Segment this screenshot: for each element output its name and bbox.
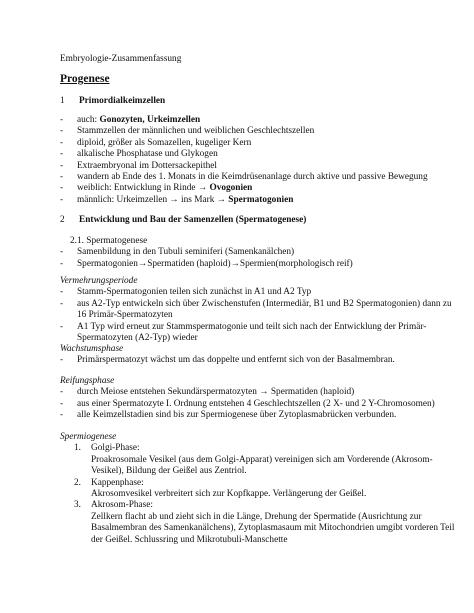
- stage-item: [74, 500, 460, 546]
- stage-item: [74, 478, 460, 501]
- list-item: - männlich: Urkeimzellen → ins Mark → Spermatogonien: [60, 195, 460, 206]
- list-item: - weiblich: Entwicklung in Rinde → Ovogonien: [60, 183, 460, 194]
- list-item: - A1 Typ wird erneut zur Stammspermatogonie und teilt sich nach der Entwicklung der Primär-Spermatozyten (A2-Typ) wieder: [60, 322, 460, 345]
- stage-description: Proakrosomale Vesikel (aus dem Golgi-Apparat) vereinigen sich am Vorderende (Akrosom-Vesikel), Bildung der Geißel aus Zentriol.: [91, 454, 433, 477]
- spermiogenese-list: [60, 443, 460, 546]
- primordial-list: [60, 115, 460, 206]
- stage-description: Akrosomvesikel verbreitert sich zur Kopfkappe. Verlängerung der Geißel.: [91, 489, 367, 500]
- list-item: - durch Meiose entstehen Sekundärspermatozyten → Spermatiden (haploid): [60, 387, 460, 398]
- subsection-title: 2.1. Spermatogenese: [70, 236, 148, 246]
- heading-number: 1: [60, 96, 65, 106]
- heading-text: Primordialkeimzellen: [79, 96, 166, 106]
- reifungsphase-list: [60, 387, 460, 421]
- list-item: - Stammzellen der männlichen und weiblichen Geschlechtszellen: [60, 126, 460, 137]
- document-title: Embryologie-Zusammenfassung: [60, 54, 182, 64]
- vermehrungsperiode-block: [60, 276, 460, 344]
- list-item: - alkalische Phosphatase und Glykogen: [60, 149, 460, 160]
- spermiogenese-block: [60, 432, 460, 546]
- wachstumsphase-list: [60, 355, 460, 366]
- list-item: - wandern ab Ende des 1. Monats in die Keimdrüsenanlage durch aktive und passive Bewegung: [60, 172, 460, 183]
- list-item: - aus einer Spermatozyte I. Ordnung entstehen 4 Geschlechtszellen (2 X- und 2 Y-Chromosomen): [60, 399, 460, 410]
- list-item: - alle Keimzellstadien sind bis zur Spermiogenese über Zytoplasmabrücken verbunden.: [60, 410, 460, 421]
- list-item: - diploid, größer als Somazellen, kugeliger Kern: [60, 138, 460, 149]
- primordial-list-block: [60, 115, 460, 206]
- stage-item: [74, 443, 460, 477]
- stage-name: Akrosom-Phase:: [91, 500, 153, 511]
- section-title-progenese: Progenese: [60, 73, 110, 85]
- list-item: - Stamm-Spermatogonien teilen sich zunächst in A1 und A2 Typ: [60, 287, 460, 298]
- subsection-list: [60, 247, 460, 270]
- list-item: - Extraembryonal im Dottersackepithel: [60, 161, 460, 172]
- vermehrungsperiode-list: [60, 287, 460, 344]
- reifungsphase-block: [60, 376, 460, 422]
- stage-name: Kappenphase:: [91, 477, 144, 488]
- stage-number: 3.: [74, 500, 81, 511]
- heading-text: Entwicklung und Bau der Samenzellen (Spermatogenese): [79, 215, 307, 225]
- heading-spermatogenese: [60, 215, 306, 226]
- stage-name: Golgi-Phase:: [91, 443, 140, 454]
- spermiogenese-heading: Spermiogenese: [60, 432, 117, 442]
- list-item: - Spermatogonien→Spermatiden (haploid)→Spermien(morphologisch reif): [60, 259, 460, 270]
- wachstumsphase-heading: Wachstumsphase: [60, 344, 124, 354]
- list-item: - auch: Gonozyten, Urkeimzellen: [60, 115, 460, 126]
- list-item: - Samenbildung in den Tubuli seminiferi (Samenkanälchen): [60, 247, 460, 258]
- stage-number: 1.: [74, 443, 81, 454]
- stage-number: 2.: [74, 477, 81, 488]
- wachstumsphase-block: [60, 344, 460, 367]
- list-item: - Primärspermatozyt wächst um das doppelte und entfernt sich von der Basalmembran.: [60, 355, 460, 366]
- list-item: - aus A2-Typ entwickeln sich über Zwischenstufen (Intermediär, B1 und B2 Spermatogonien) dann zu 16 Primär-Spermatozyten: [60, 299, 460, 322]
- vermehrungsperiode-heading: Vermehrungsperiode: [60, 276, 138, 286]
- heading-primordialkeimzellen: [60, 96, 165, 107]
- stage-description: Zellkern flacht ab und zieht sich in die Länge, Drehung der Spermatide (Ausrichtung zur Basalmembran des Samenkanälchens), Zytoplasmasaum mit Mitochondrien umgibt vorderen Teil der Geißel. Schlussring und Mikrotubuli-Manschette: [91, 511, 455, 545]
- heading-number: 2: [60, 215, 65, 225]
- reifungsphase-heading: Reifungsphase: [60, 376, 115, 386]
- subsection-2-1: [60, 236, 460, 270]
